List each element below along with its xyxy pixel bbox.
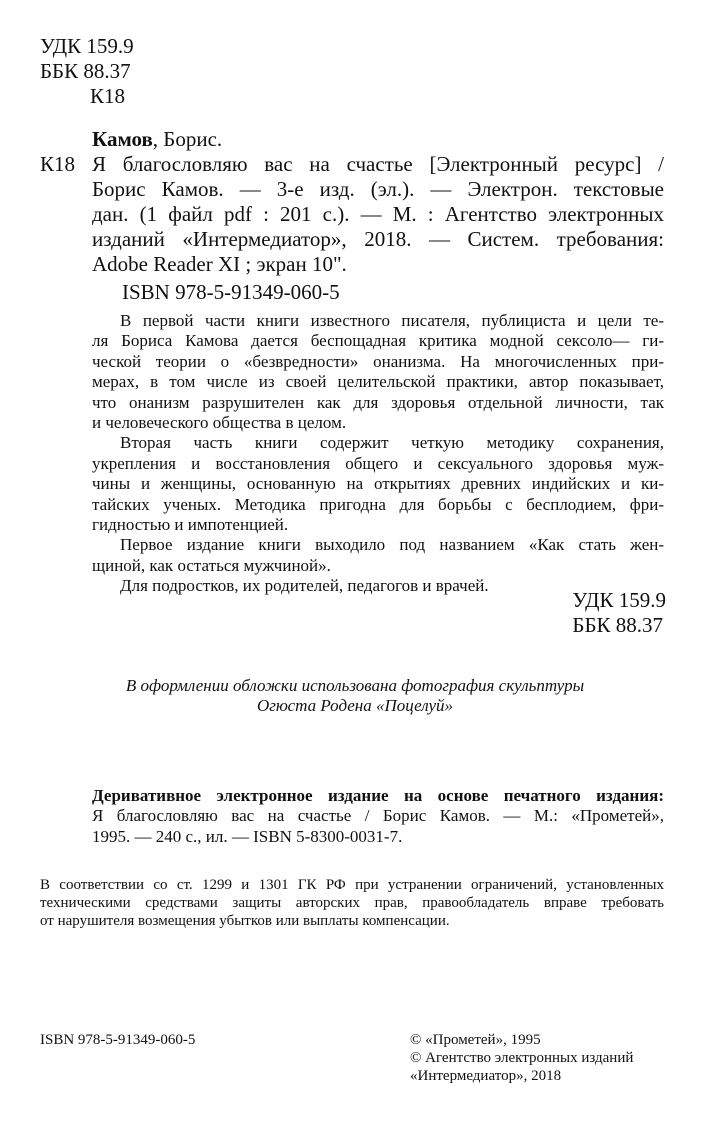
annotation-line: что онанизм разрушителен как для здоровья отдельной личности, так xyxy=(92,392,664,412)
record-description xyxy=(92,152,664,277)
annotation-codes xyxy=(572,588,666,638)
record-line: изданий «Интермедиатор», 2018. — Систем. требования: xyxy=(92,227,664,251)
footer-isbn: ISBN 978-5-91349-060-5 xyxy=(40,1032,196,1048)
legal-line: техническими средствами защиты авторских прав, правообладатель вправе требовать xyxy=(40,895,664,911)
annotation-line: гидностью и импотенцией. xyxy=(92,515,289,535)
cover-note-line: Огюста Родена «Поцелуй» xyxy=(256,696,454,716)
copyright-line: © «Прометей», 1995 xyxy=(410,1032,541,1048)
cover-note-line: В оформлении обложки использована фотография скульптуры xyxy=(125,676,585,695)
annotation-line: и человеческого общества в целом. xyxy=(92,413,347,433)
annotation-line: ческой теории о «безвредности» онанизма. На многочисленных при- xyxy=(92,351,664,371)
record-line: Борис Камов. — 3-е изд. (эл.). — Электрон. текстовые xyxy=(92,177,664,201)
footer-copyright xyxy=(410,1031,633,1085)
annotation-line: В первой части книги известного писателя, публициста и цели те- xyxy=(120,311,664,330)
annotation-line: мерах, в том числе из своей целительской практики, автор показывает, xyxy=(92,372,664,392)
record-line: Я благословляю вас на счастье [Электронный ресурс] / xyxy=(92,152,664,176)
derivative-line: 1995. — 240 с., ил. — ISBN 5-8300-0031-7. xyxy=(92,826,403,846)
annotation xyxy=(92,311,664,597)
bbk-code: ББК 88.37 xyxy=(40,59,131,83)
legal-line: от нарушителя возмещения убытков или выплаты компенсации. xyxy=(40,913,450,929)
author-mark: К18 xyxy=(90,84,126,108)
annotation-line: ля Бориса Камова дается беспощадная критика модной сексоло— ги- xyxy=(92,331,664,351)
cover-note xyxy=(40,676,670,717)
classification-block xyxy=(40,34,134,109)
annotation-line: щиной, как остаться мужчиной». xyxy=(92,555,331,575)
annotation-line: Для подростков, их родителей, педагогов и врачей. xyxy=(120,576,489,596)
copyright-line: «Интермедиатор», 2018 xyxy=(410,1068,562,1084)
derivative-edition xyxy=(92,786,664,847)
record-line: Adobe Reader XI ; экран 10". xyxy=(92,252,347,276)
author-surname: Камов xyxy=(92,127,153,151)
annotation-line: Первое издание книги выходило под названием «Как стать жен- xyxy=(120,535,664,555)
annotation-line: тайских ученых. Методика пригодна для борьбы с бесплодием, фри- xyxy=(92,494,664,514)
author-name: , Борис. xyxy=(152,127,223,151)
record-author-mark: К18 xyxy=(40,152,76,176)
derivative-heading: Деривативное электронное издание на основе печатного издания: xyxy=(92,786,664,805)
legal-notice xyxy=(40,876,664,930)
annotation-udk: УДК 159.9 xyxy=(572,588,666,612)
annotation-line: Вторая часть книги содержит четкую методику сохранения, xyxy=(120,433,664,453)
annotation-line: чины и женщины, основанную на открытиях древних индийских и ки- xyxy=(92,474,664,494)
annotation-line: укрепления и восстановления общего и сексуального здоровья муж- xyxy=(92,453,664,473)
annotation-bbk: ББК 88.37 xyxy=(572,613,664,637)
record-line: дан. (1 файл pdf : 201 с.). — М. : Агентство электронных xyxy=(92,202,664,226)
record-isbn: ISBN 978-5-91349-060-5 xyxy=(122,280,340,304)
record-author xyxy=(92,127,222,152)
copyright-line: © Агентство электронных изданий xyxy=(410,1050,634,1066)
legal-line: В соответствии со ст. 1299 и 1301 ГК РФ при устранении ограничений, установленных xyxy=(40,877,664,893)
derivative-line: Я благословляю вас на счастье / Борис Камов. — М.: «Прометей», xyxy=(92,806,664,826)
udk-code: УДК 159.9 xyxy=(40,34,134,58)
